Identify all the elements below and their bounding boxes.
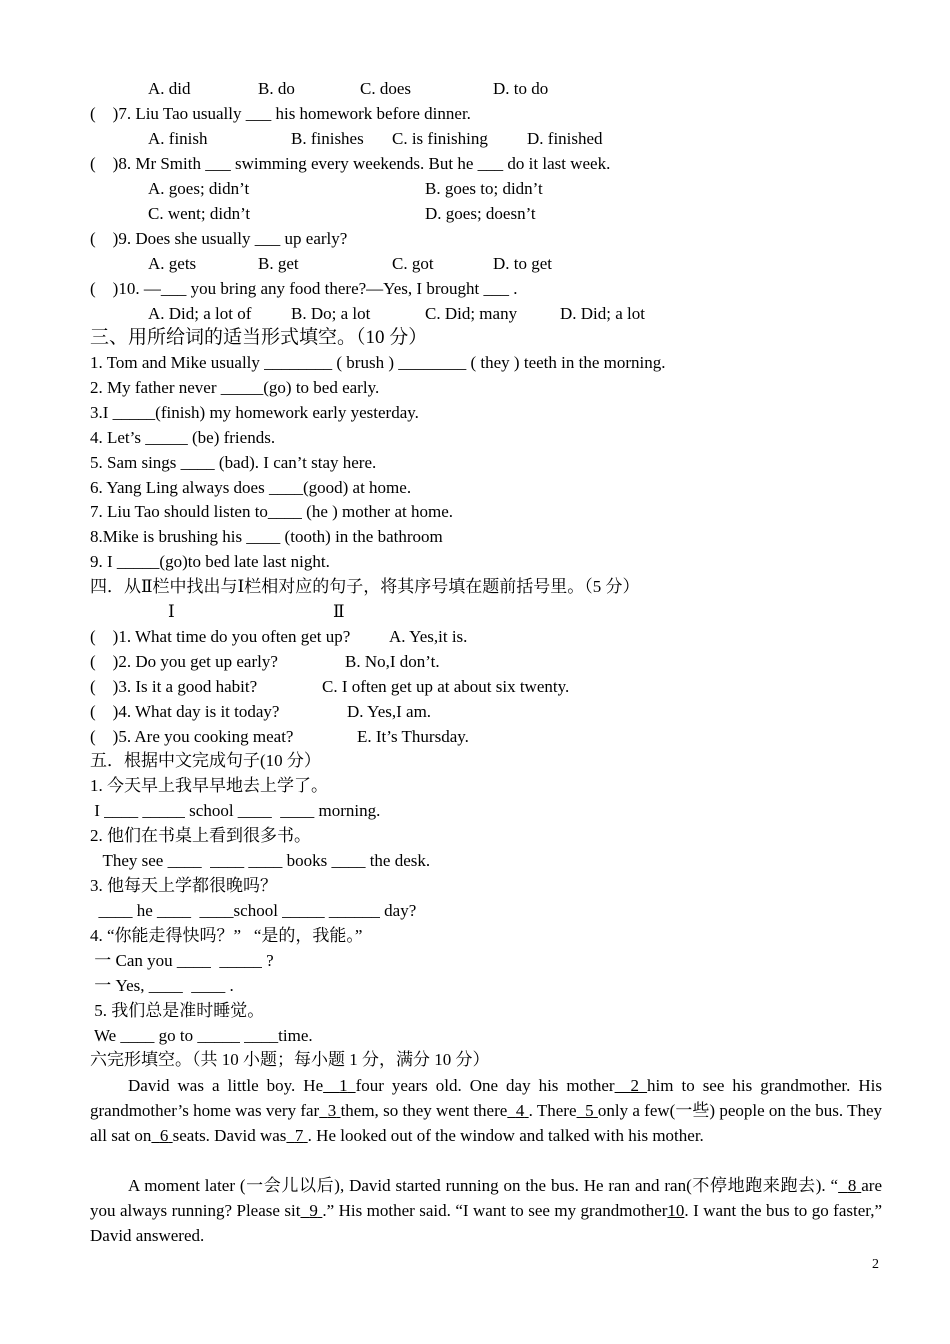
cloze-blank: 7 [294,1126,304,1145]
q6-option-b: B. do [258,79,295,98]
q9-option-c: C. got [392,254,434,273]
q10-stem: ( )10. —___ you bring any food there?—Yes, I brought ___ . [90,279,518,298]
cloze-blank: 3 [327,1101,337,1120]
cloze-blank: 10 [667,1201,685,1220]
translation-blank: ____ he ____ ____school _____ ______ day? [90,901,417,920]
q9-option-b: B. get [258,254,299,273]
match-answer: C. I often get up at about six twenty. [322,677,570,696]
section3-item: 9. I _____(go)to bed late last night. [90,552,330,571]
translation-prompt: 2. 他们在书桌上看到很多书。 [90,826,311,845]
q8-stem: ( )8. Mr Smith ___ swimming every weekends. But he ___ do it last week. [90,154,611,173]
q10-option-a: A. Did; a lot of [148,304,252,323]
q9-option-a: A. gets [148,254,197,273]
match-question: ( )4. What day is it today? [90,702,280,721]
q6-option-d: D. to do [493,79,549,98]
q10-option-c: C. Did; many [425,304,518,323]
cloze-blank: 9 [309,1201,318,1220]
column-1-header: Ⅰ [168,602,175,621]
translation-prompt: 4. “你能走得快吗？” “是的，我能。” [90,926,363,945]
translation-blank: I ____ _____ school ____ ____ morning. [90,801,381,820]
translation-prompt: 1. 今天早上我早早地去上学了。 [90,776,328,795]
section3-item: 4. Let’s _____ (be) friends. [90,428,276,447]
section6-title: 六完形填空。（共 10 小题；每小题 1 分，满分 10 分） [90,1050,490,1069]
translation-blank: 一 Yes, ____ ____ . [90,976,234,995]
q7-option-b: B. finishes [291,129,364,148]
cloze-blank: 6 [159,1126,169,1145]
match-question: ( )1. What time do you often get up? [90,627,351,646]
section3-title: 三、用所给词的适当形式填空。（10 分） [90,327,428,348]
section5-title: 五．根据中文完成句子(10 分） [90,751,321,770]
q6-option-c: C. does [360,79,411,98]
cloze-paragraph-1: David was a little boy. He 1 four years old. One day his mother 2 him to see his grandmother. His grandmother’s home was very far 3 them, so they went there 4 . There 5 only a few(一些) people on the bus. They all sat on 6 seats. David was 7 . He looked out of the window and talked with his mother. [90,1076,883,1145]
translation-blank: They see ____ ____ ____ books ____ the desk. [90,851,431,870]
q7-stem: ( )7. Liu Tao usually ___ his homework before dinner. [90,104,471,123]
translation-prompt: 3. 他每天上学都很晚吗？ [90,876,277,895]
section3-item: 6. Yang Ling always does ____(good) at home. [90,478,412,497]
page-number: 2 [872,1257,879,1272]
cloze-blank: 4 [515,1101,525,1120]
match-answer: B. No,I don’t. [345,652,440,671]
match-question: ( )5. Are you cooking meat? [90,727,294,746]
translation-prompt: 5. 我们总是准时睡觉。 [90,1001,265,1020]
cloze-blank: 1 [339,1076,348,1095]
q7-option-a: A. finish [148,129,208,148]
section3-item: 7. Liu Tao should listen to____ (he ) mother at home. [90,502,453,521]
q8-option-b: B. goes to; didn’t [425,179,543,198]
match-question: ( )3. Is it a good habit? [90,677,258,696]
cloze-blank: 5 [585,1101,594,1120]
q7-option-d: D. finished [527,129,603,148]
section3-item: 8.Mike is brushing his ____ (tooth) in the bathroom [90,527,443,546]
match-answer: D. Yes,I am. [347,702,432,721]
cloze-blank: 2 [630,1076,640,1095]
translation-blank: We ____ go to _____ ____time. [90,1026,313,1045]
section3-item: 1. Tom and Mike usually ________ ( brush ) ________ ( they ) teeth in the morning. [90,353,666,372]
translation-blank: 一 Can you ____ _____ ? [90,951,274,970]
cloze-blank: 8 [847,1176,857,1195]
q7-option-c: C. is finishing [392,129,488,148]
section3-item: 5. Sam sings ____ (bad). I can’t stay here. [90,453,377,472]
q6-option-a: A. did [148,79,191,98]
match-answer: E. It’s Thursday. [357,727,469,746]
section3-item: 2. My father never _____(go) to bed early. [90,378,380,397]
q9-option-d: D. to get [493,254,553,273]
column-2-header: Ⅱ [333,602,345,621]
q8-option-d: D. goes; doesn’t [425,204,536,223]
match-answer: A. Yes,it is. [389,627,468,646]
q8-option-a: A. goes; didn’t [148,179,250,198]
q10-option-b: B. Do; a lot [291,304,371,323]
section3-item: 3.I _____(finish) my homework early yesterday. [90,403,419,422]
match-question: ( )2. Do you get up early? [90,652,278,671]
section4-title: 四．从Ⅱ栏中找出与Ⅰ栏相对应的句子，将其序号填在题前括号里。（5 分） [90,577,640,596]
q9-stem: ( )9. Does she usually ___ up early? [90,229,348,248]
cloze-paragraph-2: A moment later (一会儿以后), David started running on the bus. He ran and ran(不停地跑来跑去). “ 8 are you always running? Please sit 9 .” His mother said. “I want to see my grandmother10. I want the bus to go faster,” David answered. [90,1176,883,1245]
q8-option-c: C. went; didn’t [148,204,251,223]
q10-option-d: D. Did; a lot [560,304,645,323]
